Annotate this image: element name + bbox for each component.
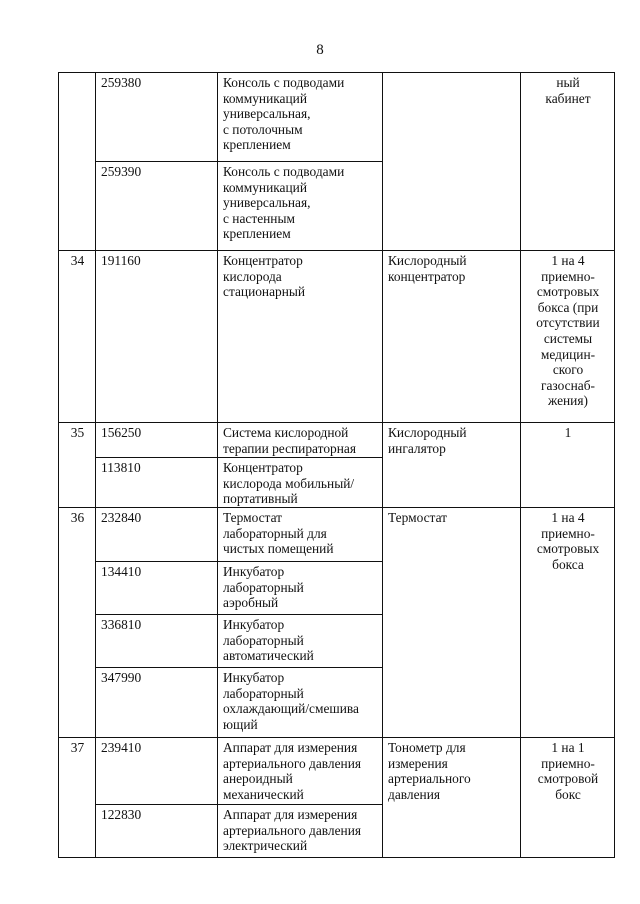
row-number-cell xyxy=(59,73,96,251)
row-number-cell: 35 xyxy=(59,423,96,508)
quantity-cell xyxy=(521,73,615,251)
type-line: давления xyxy=(388,786,441,802)
name-line: с потолочным xyxy=(223,121,303,137)
qty-line: смотровых xyxy=(536,284,600,300)
name-line: ющий xyxy=(223,716,258,732)
type-line: измерения xyxy=(388,755,448,771)
name-line: Концентратор xyxy=(223,253,303,268)
name-line: артериального давления xyxy=(223,755,362,771)
name-line: универсальная, xyxy=(223,195,311,211)
qty-line: 1 xyxy=(564,425,572,440)
qty-line: системы xyxy=(543,330,593,346)
code-cell: 239410 xyxy=(96,738,218,805)
code-cell: 122830 xyxy=(96,805,218,858)
name-line: кислорода xyxy=(223,268,282,284)
name-line: лабораторный xyxy=(223,579,304,595)
name-line: коммуникаций xyxy=(223,90,307,106)
type-line: Кислородный xyxy=(388,253,467,268)
name-line: Аппарат для измерения xyxy=(223,807,358,822)
qty-line: смотровой xyxy=(537,771,599,787)
qty-line: приемно- xyxy=(541,268,595,284)
code-cell: 336810 xyxy=(96,615,218,668)
name-line: анероидный xyxy=(223,771,293,787)
table-row xyxy=(59,738,615,805)
name-line: стационарный xyxy=(223,284,306,300)
table-row xyxy=(59,73,615,162)
name-line: охлаждающий/смешива xyxy=(223,701,359,717)
type-cell xyxy=(383,423,521,508)
qty-line: ный xyxy=(556,75,580,90)
type-cell xyxy=(383,73,521,251)
type-line: концентратор xyxy=(388,268,466,284)
row-number-cell: 36 xyxy=(59,508,96,738)
name-line: лабораторный xyxy=(223,632,304,648)
type-cell xyxy=(383,251,521,423)
name-cell xyxy=(218,251,383,423)
code-cell: 259390 xyxy=(96,162,218,251)
qty-line: смотровых xyxy=(536,541,600,557)
qty-line: бокса (при xyxy=(537,299,599,315)
name-cell xyxy=(218,458,383,508)
name-line: Концентратор xyxy=(223,460,303,475)
name-cell xyxy=(218,562,383,615)
row-number-cell: 37 xyxy=(59,738,96,858)
qty-line: кабинет xyxy=(545,90,591,106)
code-cell: 113810 xyxy=(96,458,218,508)
row-number-cell: 34 xyxy=(59,251,96,423)
table-row xyxy=(59,508,615,562)
table-row xyxy=(59,251,615,423)
name-cell xyxy=(218,73,383,162)
code-cell: 259380 xyxy=(96,73,218,162)
type-cell xyxy=(383,738,521,858)
name-cell xyxy=(218,162,383,251)
name-line: коммуникаций xyxy=(223,179,307,195)
name-cell xyxy=(218,508,383,562)
quantity-cell xyxy=(521,508,615,738)
qty-line: приемно- xyxy=(541,525,595,541)
quantity-cell xyxy=(521,738,615,858)
quantity-cell xyxy=(521,423,615,508)
qty-line: приемно- xyxy=(541,755,595,771)
equipment-table xyxy=(58,72,615,858)
code-cell: 232840 xyxy=(96,508,218,562)
name-line: Инкубатор xyxy=(223,564,285,579)
name-line: Термостат xyxy=(223,510,283,525)
name-line: кислорода мобильный/ xyxy=(223,475,355,491)
type-line: ингалятор xyxy=(388,440,446,456)
type-cell xyxy=(383,508,521,738)
name-line: Консоль с подводами xyxy=(223,75,345,90)
name-line: автоматический xyxy=(223,648,314,664)
name-cell xyxy=(218,738,383,805)
qty-line: газоснаб- xyxy=(540,377,595,393)
name-line: чистых помещений xyxy=(223,541,334,557)
code-cell: 191160 xyxy=(96,251,218,423)
name-line: креплением xyxy=(223,137,291,153)
code-cell: 134410 xyxy=(96,562,218,615)
qty-line: ского xyxy=(552,362,584,378)
name-line: механический xyxy=(223,786,304,802)
qty-line: бокса xyxy=(552,556,584,572)
code-cell: 347990 xyxy=(96,668,218,738)
name-line: универсальная, xyxy=(223,106,311,122)
name-line: аэробный xyxy=(223,595,279,611)
name-cell xyxy=(218,668,383,738)
qty-line: медицин- xyxy=(540,346,596,362)
name-line: терапии респираторная xyxy=(223,440,356,456)
name-line: артериального давления xyxy=(223,822,362,838)
name-line: электрический xyxy=(223,838,308,854)
name-line: с настенным xyxy=(223,210,295,226)
qty-line: 1 на 4 xyxy=(551,253,585,268)
qty-line: бокс xyxy=(555,786,581,802)
page-number: 8 xyxy=(316,42,324,58)
name-line: Инкубатор xyxy=(223,617,285,632)
name-cell xyxy=(218,423,383,458)
name-cell xyxy=(218,805,383,858)
name-line: лабораторный xyxy=(223,685,304,701)
name-line: Консоль с подводами xyxy=(223,164,345,179)
qty-line: 1 на 1 xyxy=(551,740,585,755)
name-line: Инкубатор xyxy=(223,670,285,685)
qty-line: жения) xyxy=(548,393,588,409)
name-line: Аппарат для измерения xyxy=(223,740,358,755)
qty-line: 1 на 4 xyxy=(551,510,585,525)
quantity-cell xyxy=(521,251,615,423)
code-cell: 156250 xyxy=(96,423,218,458)
name-line: креплением xyxy=(223,226,291,242)
name-line: Система кислородной xyxy=(223,425,349,440)
type-line: Термостат xyxy=(388,510,448,525)
name-line: портативный xyxy=(223,491,298,507)
type-line: артериального xyxy=(388,771,471,787)
type-line: Тонометр для xyxy=(388,740,466,755)
qty-line: отсутствии xyxy=(536,315,600,331)
type-line: Кислородный xyxy=(388,425,467,440)
name-line: лабораторный для xyxy=(223,525,327,541)
table-row xyxy=(59,423,615,458)
name-cell xyxy=(218,615,383,668)
